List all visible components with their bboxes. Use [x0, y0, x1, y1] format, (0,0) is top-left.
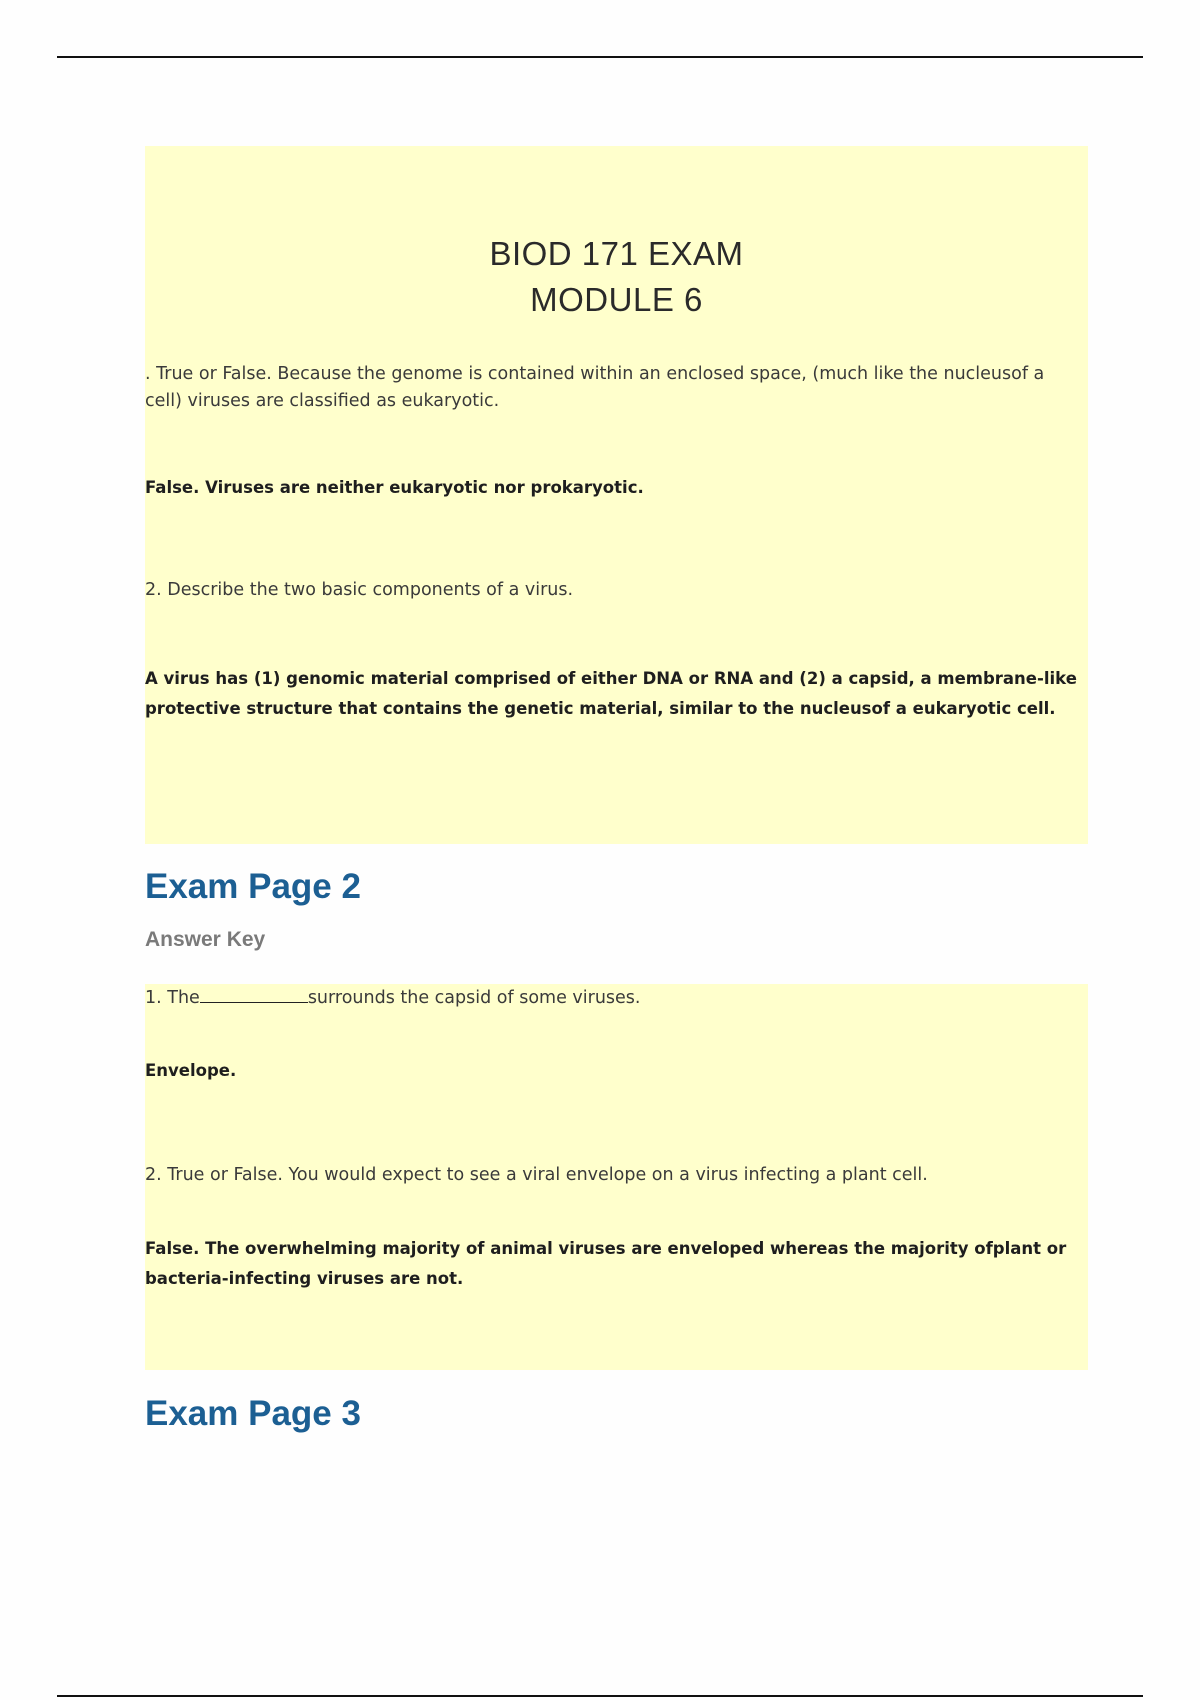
answer-key-subheading: Answer Key [145, 928, 266, 951]
document-title-line-2: MODULE 6 [530, 281, 703, 318]
exam-page-3-heading: Exam Page 3 [145, 1394, 361, 1433]
question-1-text-after: surrounds the capsid of some viruses. [307, 988, 641, 1008]
question-2: 2. True or False. You would expect to see a viral envelope on a virus infecting a plant cell. [145, 1165, 928, 1185]
answer-2: False. The overwhelming majority of animal viruses are enveloped whereas the majority ofplant or bacteria-infecting viruses are not. [145, 1239, 1067, 1288]
exam-page-2-heading: Exam Page 2 [145, 867, 361, 906]
question-2: 2. Describe the two basic components of a virus. [145, 580, 574, 600]
fill-in-blank-line [200, 984, 308, 1003]
answer-1: False. Viruses are neither eukaryotic nor prokaryotic. [145, 478, 644, 497]
question-1: . True or False. Because the genome is contained within an enclosed space, (much like the nucleusof a cell) viruses are classified as eukaryotic. [145, 364, 1045, 411]
exam-page-2-panel [145, 984, 1088, 1370]
question-1-text-before: 1. The [145, 988, 200, 1008]
bottom-rule [57, 1695, 1143, 1697]
exam-page-1-panel [145, 146, 1088, 844]
answer-2: A virus has (1) genomic material comprised of either DNA or RNA and (2) a capsid, a membrane-like protective structure that contains the genetic material, similar to the nucleusof a eukaryotic cell. [145, 669, 1077, 718]
document-title-line-1: BIOD 171 EXAM [489, 235, 744, 272]
answer-1: Envelope. [145, 1061, 237, 1080]
top-rule [57, 56, 1143, 58]
question-1-fill-blank [145, 984, 1080, 1012]
